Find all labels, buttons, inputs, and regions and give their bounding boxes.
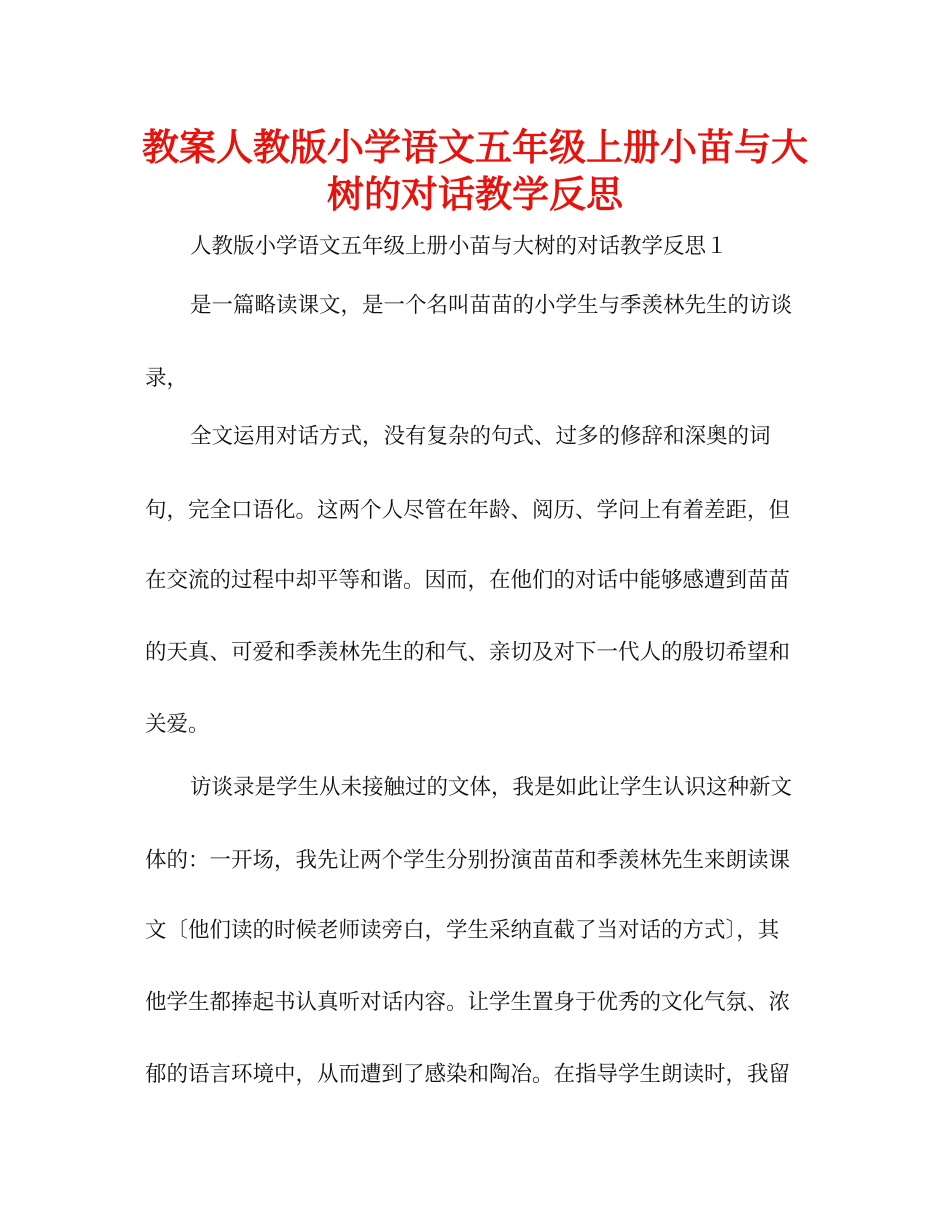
body-line-4: 全文运用对话方式，没有复杂的句式、过多的修辞和深奥的词 bbox=[190, 424, 771, 449]
body-line-13: 郁的语言环境中，从而遭到了感染和陶冶。在指导学生朗读时，我留 bbox=[145, 1062, 791, 1087]
body-line-3: 录， bbox=[145, 366, 189, 391]
document-title-line-1: 教案人教版小学语文五年级上册小苗与大 bbox=[142, 126, 808, 169]
body-line-1: 人教版小学语文五年级上册小苗与大树的对话教学反思１ bbox=[190, 234, 728, 259]
document-title-line-2: 树的对话教学反思 bbox=[327, 173, 623, 216]
body-line-12: 他学生都捧起书认真听对话内容。让学生置身于优秀的文化气氛、浓 bbox=[145, 990, 791, 1015]
body-line-7: 的天真、可爱和季羡林先生的和气、亲切及对下一代人的殷切希望和 bbox=[145, 640, 791, 665]
body-line-5: 句，完全口语化。这两个人尽管在年龄、阅历、学问上有着差距，但 bbox=[145, 498, 791, 523]
body-line-9: 访谈录是学生从未接触过的文体，我是如此让学生认识这种新文 bbox=[190, 775, 793, 800]
body-line-10: 体的：一开场，我先让两个学生分别扮演苗苗和季羡林先生来朗读课 bbox=[145, 848, 791, 873]
body-line-8: 关爱。 bbox=[145, 712, 210, 737]
body-line-2: 是一篇略读课文，是一个名叫苗苗的小学生与季羡林先生的访谈 bbox=[190, 293, 793, 318]
body-line-6: 在交流的过程中却平等和谐。因而，在他们的对话中能够感遭到苗苗 bbox=[145, 568, 791, 593]
body-line-11: 文〔他们读的时候老师读旁白，学生采纳直截了当对话的方式〕，其 bbox=[145, 918, 780, 943]
